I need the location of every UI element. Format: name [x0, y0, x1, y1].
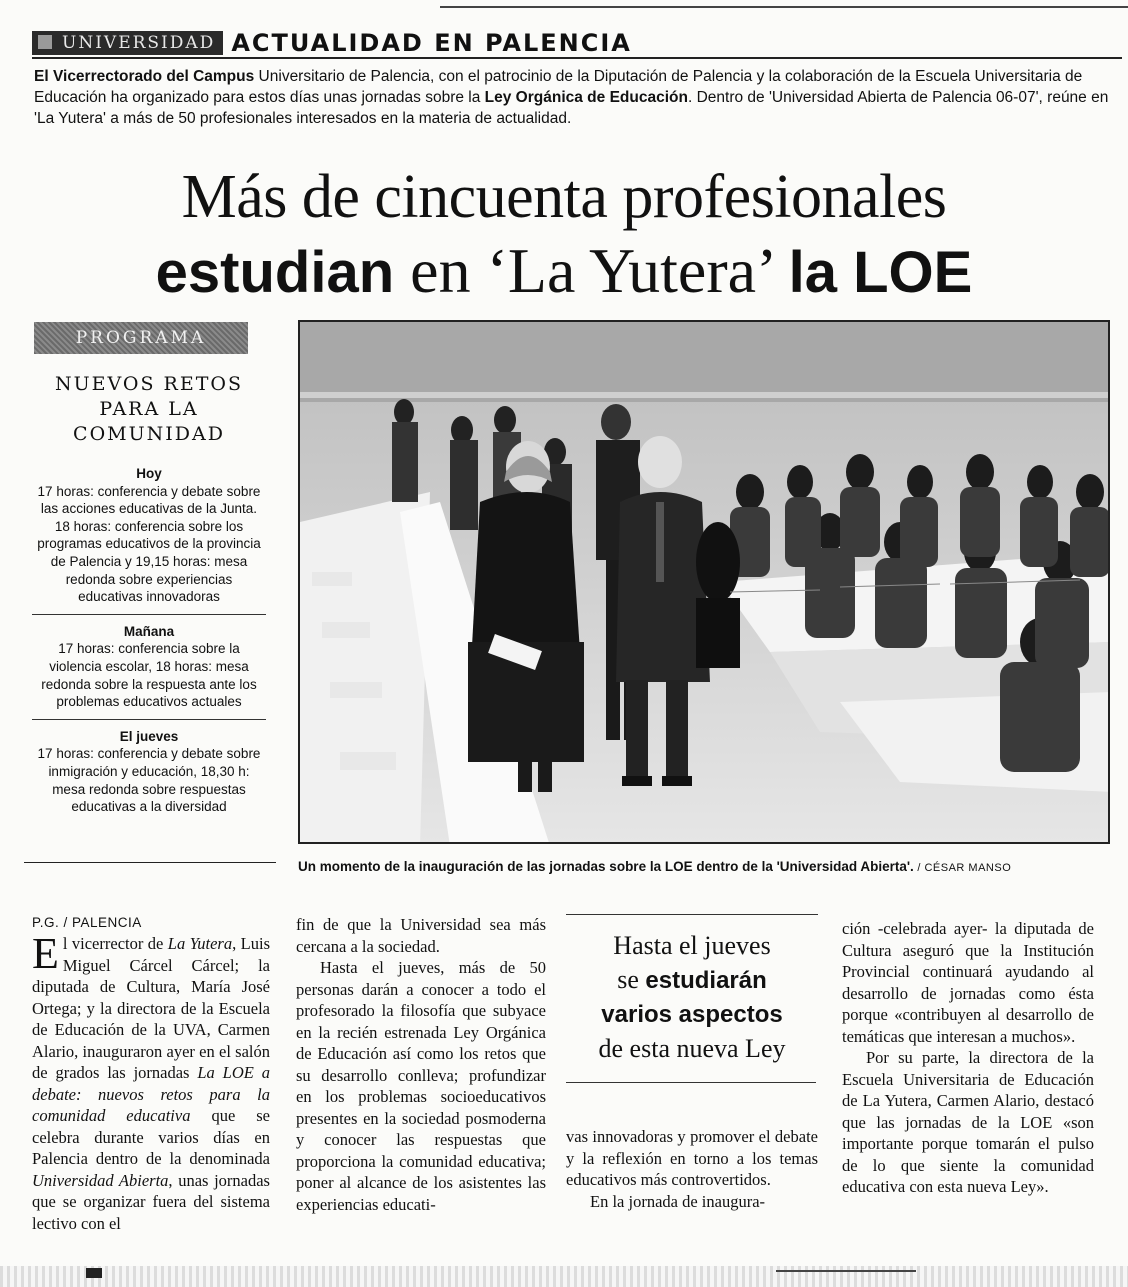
text: , Luis Miguel Cárcel Cárcel; la diputada de Cultura, María José Ortega; y la directora de la Escuela de Educación de la UVA, Carmen Alario, inauguraron ayer en el salón de grados las jornadas — [32, 934, 270, 1082]
text-italic: Universidad Abierta — [32, 1170, 169, 1190]
section-header — [32, 30, 632, 56]
article-paragraph — [32, 929, 270, 1234]
program-day: Hoy — [136, 466, 162, 481]
text-italic: La LOE a debate: nuevos retos para la comunidad educativa — [32, 1063, 270, 1125]
headline-line-2 — [0, 234, 1128, 310]
program-badge: PROGRAMA — [34, 322, 248, 354]
article-paragraph: ción -celebrada ayer- la diputada de Cultura aseguró que la Institución Provincial continuará ayudando al desarrollo de jornadas como ésta porque «contribuyen al desarrollo de temáticas que interesan a muchos». — [842, 919, 1094, 1046]
program-text: 17 horas: conferencia y debate sobre las acciones educativas de la Junta. 18 horas: conferencia sobre los programas educativos de la provincia de Palencia y 19,15 horas: mesa redonda sobre experiencias educativas innovadoras — [37, 483, 261, 605]
scan-mark — [86, 1268, 102, 1278]
section-badge: UNIVERSIDAD — [32, 31, 223, 55]
lead-text: Universitario de Palencia, con el patrocinio de la Diputación de Palencia y la colaboración de la Escuela Universitaria de Educación ha organizado para estos días unas jornadas sobre la — [34, 68, 1083, 106]
pull-quote-line — [566, 963, 818, 998]
photo-caption — [298, 859, 1118, 874]
article-paragraph: Por su parte, la directora de la Escuela Universitaria de Educación de La Yutera, Carmen Alario, destacó que las jornadas de la LOE «son importante porque tomarán el pulso de lo que siente la comunidad educativa con esta nueva Ley». — [842, 1048, 1094, 1196]
program-title — [32, 372, 266, 447]
pull-quote-rule — [566, 1082, 816, 1083]
pull-quote-line: varios aspectos — [601, 1001, 783, 1028]
section-title: ACTUALIDAD EN PALENCIA — [231, 29, 632, 57]
article-paragraph: En la jornada de inaugura- — [590, 1191, 766, 1211]
lead-bold-start: El Vicerrectorado del Campus — [34, 68, 255, 85]
program-sidebar — [32, 322, 266, 820]
photo-credit: / CÉSAR MANSO — [913, 862, 1012, 874]
pull-quote-text: se — [617, 965, 646, 994]
program-item-today — [32, 459, 266, 610]
byline: P.G. / PALENCIA — [32, 915, 142, 930]
article-paragraph: vas innovadoras y promover el debate y la reflexión en torno a los temas educativos más controvertidos. — [566, 1127, 818, 1189]
lead-bold-law: Ley Orgánica de Educación — [484, 89, 688, 106]
scan-bottom-strip — [0, 1266, 1128, 1287]
section-divider — [32, 57, 1122, 59]
caption-text: Un momento de la inauguración de las jornadas sobre la LOE dentro de la 'Universidad Abierta'. — [298, 859, 914, 874]
program-title-line: NUEVOS RETOS — [55, 373, 243, 395]
article-column-3 — [566, 1126, 818, 1212]
photo-illustration — [300, 322, 1110, 844]
program-text: 17 horas: conferencia y debate sobre inmigración y educación, 18,30 h: mesa redonda sobre respuestas educativas a la diversidad — [37, 746, 261, 815]
article-paragraph: Hasta el jueves, más de 50 personas darán a conocer a todo el profesorado la filosofía que subyace en la recién estrenada Ley Orgánica de Educación así como los retos que su desarrollo conlleva; profundizar en los problemas socioeducativos presentes en la sociedad posmoderna y conocer las respuestas que proporciona la comunidad educativa; poner al alcance de los asistentes las experiencias educati- — [296, 958, 546, 1214]
top-rule — [440, 6, 1128, 8]
drop-cap: E — [32, 929, 59, 978]
article-column-4 — [842, 918, 1094, 1198]
program-item-tomorrow — [32, 617, 266, 715]
program-item-thursday — [32, 722, 266, 820]
program-day: El jueves — [119, 728, 179, 744]
lead-text-end: . Dentro de 'Universidad Abierta de Palencia 06-07', reúne en 'La Yutera' a más de 50 profesionales interesados en la materia de actualidad. — [34, 89, 1109, 127]
program-title-line: PARA LA — [99, 398, 199, 420]
text: , unas jornadas que se organizar fuera del sistema lectivo con el — [32, 1170, 270, 1233]
lead-paragraph — [34, 66, 1122, 129]
text: l vicerrector de — [62, 934, 168, 953]
article-column-2 — [296, 914, 546, 1215]
pull-quote-line: de esta nueva Ley — [598, 1034, 786, 1063]
program-text: 17 horas: conferencia sobre la violencia escolar, 18 horas: mesa redonda sobre la respuesta ante los problemas educativos actuales — [41, 641, 257, 710]
text: que se celebra durante varios días en Palencia dentro de la denominada — [32, 1106, 270, 1168]
program-divider — [32, 614, 266, 615]
scan-line — [776, 1270, 916, 1272]
text-italic: La Yutera — [167, 934, 233, 953]
news-photo — [298, 320, 1110, 844]
headline-bold-verb: estudian — [155, 240, 395, 305]
article-column-1 — [32, 914, 270, 1234]
headline-line-1: Más de cincuenta profesionales — [181, 163, 947, 231]
sidebar-bottom-rule — [24, 862, 276, 863]
program-day: Mañana — [123, 623, 175, 639]
pull-quote — [566, 914, 818, 1066]
headline-serif-part: en ‘La Yutera’ — [394, 235, 789, 306]
headline — [0, 160, 1128, 310]
headline-bold-loe: la LOE — [788, 240, 973, 305]
pull-quote-bold: estudiarán — [645, 967, 767, 994]
program-divider — [32, 719, 266, 720]
article-paragraph: fin de que la Universidad sea más cercana a la sociedad. — [296, 915, 546, 956]
program-title-line: COMUNIDAD — [73, 423, 225, 445]
pull-quote-line: Hasta el jueves — [613, 931, 771, 960]
